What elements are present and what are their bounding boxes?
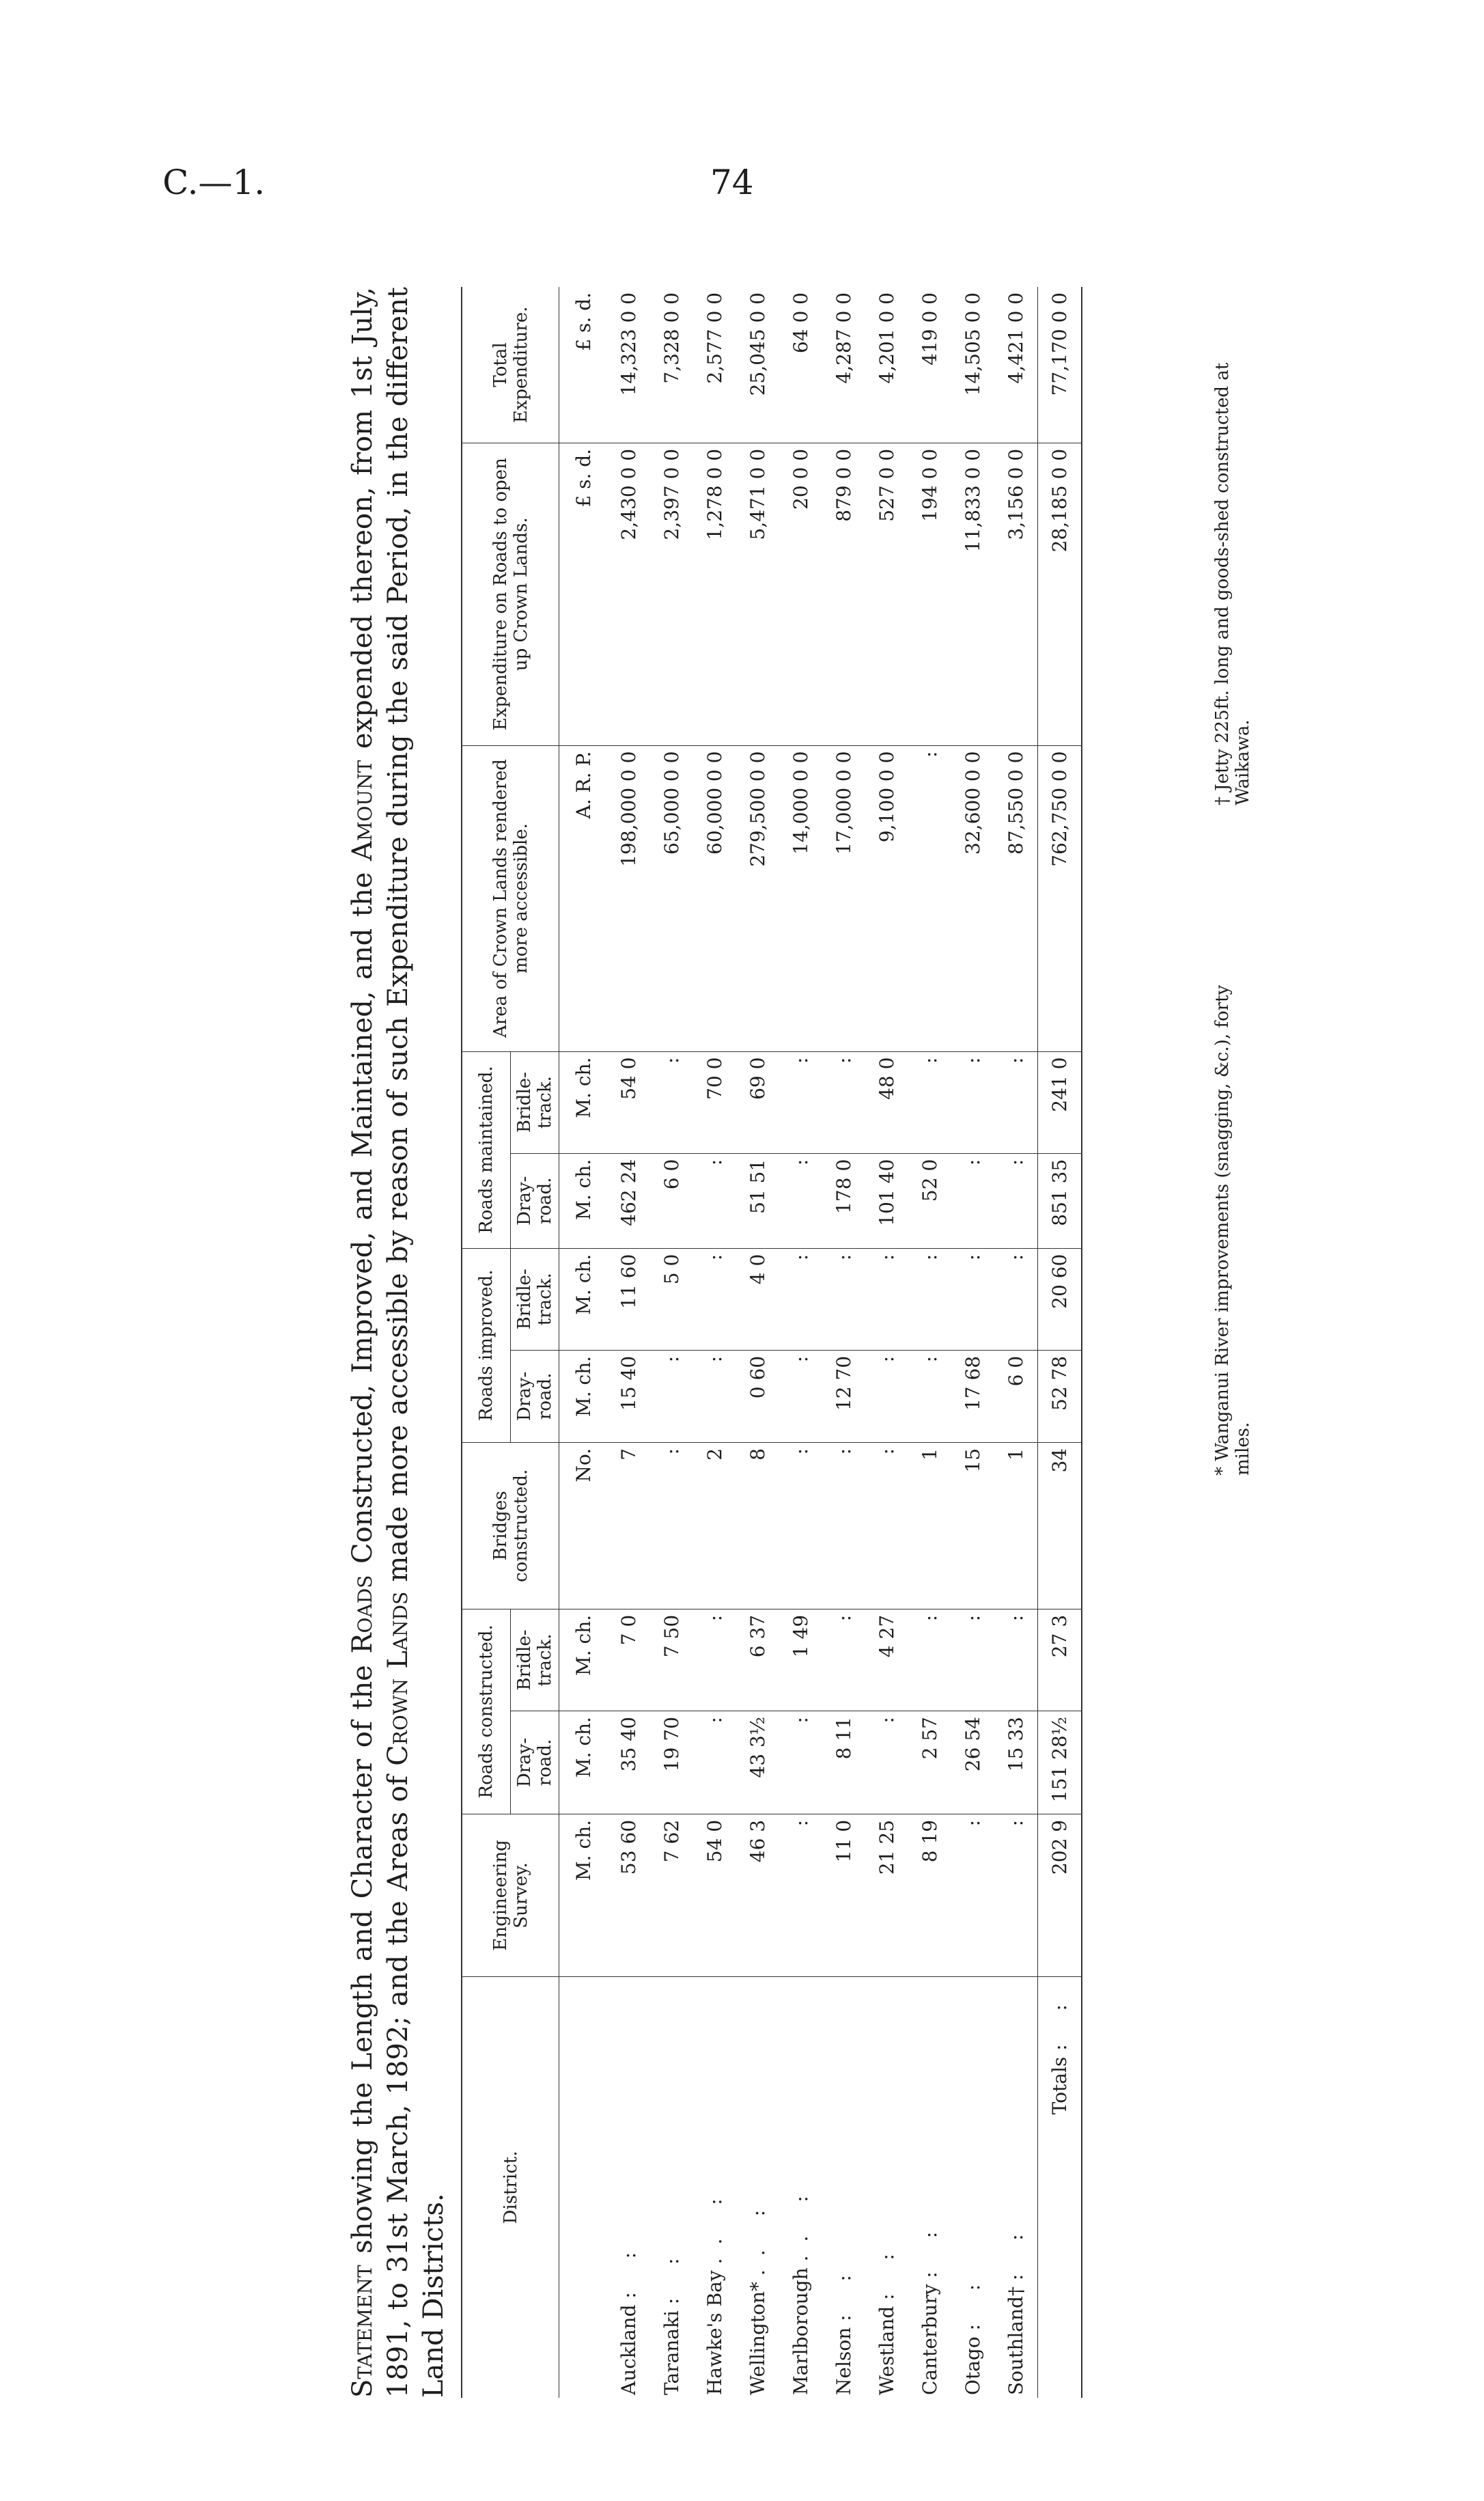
cell-eng: : xyxy=(951,1814,994,1976)
cell-rm-bridle: : xyxy=(994,1051,1038,1153)
cell-rm-bridle: 69 0 xyxy=(736,1051,779,1153)
header-rm-bridle: Bridle-track. xyxy=(511,1051,559,1153)
header-expenditure: Expenditure on Roads to open up Crown Lands. xyxy=(462,443,559,745)
unit-ri-bridle: M. ch. xyxy=(559,1248,608,1350)
cell-rc-bridle: 1 49 xyxy=(779,1609,822,1711)
header-district: District. xyxy=(462,1977,559,2399)
total-bridges: 34 xyxy=(1038,1442,1082,1609)
cell-rc-bridle: : xyxy=(994,1609,1038,1711)
cell-ri-bridle: : xyxy=(693,1248,736,1350)
table-row xyxy=(693,287,736,2398)
cell-ri-bridle: 4 0 xyxy=(736,1248,779,1350)
cell-rc-dray: 35 40 xyxy=(607,1711,650,1814)
header-roads-maintained: Roads maintained. xyxy=(462,1051,511,1248)
cell-eng: 7 62 xyxy=(650,1814,693,1976)
unit-ri-dray: M. ch. xyxy=(559,1350,608,1442)
cell-rc-bridle: : xyxy=(693,1609,736,1711)
table-caption xyxy=(345,287,451,2398)
cell-eng: 46 3 xyxy=(736,1814,779,1976)
total-rc-dray: 151 28½ xyxy=(1038,1711,1082,1814)
cell-total: 4,201 0 0 xyxy=(865,287,908,443)
district-cell: Canterbury : : xyxy=(919,2217,941,2395)
cell-eng: 11 0 xyxy=(822,1814,865,1976)
cell-bridges: 7 xyxy=(607,1442,650,1609)
caption-amount: Amount xyxy=(347,760,378,861)
district-cell: Nelson : : xyxy=(832,2261,855,2395)
cell-rc-bridle: 7 50 xyxy=(650,1609,693,1711)
cell-ri-bridle: 11 60 xyxy=(607,1248,650,1350)
header-rc-dray: Dray-road. xyxy=(511,1711,559,1814)
cell-exp: 11,833 0 0 xyxy=(951,443,994,745)
unit-eng: M. ch. xyxy=(559,1814,608,1976)
caption-part4: made more accessible by reason of such Expenditure during the said Period, in the different Land Districts. xyxy=(382,287,449,2398)
cell-rm-dray: 52 0 xyxy=(908,1153,951,1248)
footnotes xyxy=(1212,287,1253,2398)
cell-area: 32,600 0 0 xyxy=(951,745,994,1051)
unit-total: £ s. d. xyxy=(559,287,608,443)
cell-exp: 194 0 0 xyxy=(908,443,951,745)
footnote-star: * Wanganui River improvements (snagging, &c.), forty miles. xyxy=(1212,984,1253,1476)
cell-ri-bridle: : xyxy=(865,1248,908,1350)
cell-eng: 54 0 xyxy=(693,1814,736,1976)
cell-rm-dray: 101 40 xyxy=(865,1153,908,1248)
cell-bridges: : xyxy=(865,1442,908,1609)
cell-ri-bridle: : xyxy=(994,1248,1038,1350)
cell-area: 65,000 0 0 xyxy=(650,745,693,1051)
cell-ri-dray: : xyxy=(650,1350,693,1442)
table-row xyxy=(779,287,822,2398)
cell-rc-dray: 19 70 xyxy=(650,1711,693,1814)
cell-rc-bridle: 4 27 xyxy=(865,1609,908,1711)
cell-rm-dray: : xyxy=(994,1153,1038,1248)
cell-rc-dray: : xyxy=(779,1711,822,1814)
cell-ri-dray: 15 40 xyxy=(607,1350,650,1442)
cell-rm-dray: 51 51 xyxy=(736,1153,779,1248)
cell-rm-bridle: : xyxy=(951,1051,994,1153)
cell-rm-bridle: 70 0 xyxy=(693,1051,736,1153)
cell-eng: 8 19 xyxy=(908,1814,951,1976)
footnote-dagger: † Jetty 225ft. long and goods-shed constructed at Waikawa. xyxy=(1212,362,1253,805)
header-roads-constructed: Roads constructed. xyxy=(462,1609,511,1814)
total-total: 77,170 0 0 xyxy=(1038,287,1082,443)
cell-bridges: 8 xyxy=(736,1442,779,1609)
cell-rm-dray: 462 24 xyxy=(607,1153,650,1248)
table-row xyxy=(650,287,693,2398)
page-ref: C.—1. xyxy=(163,163,266,202)
caption-part1: showing the Length and Character of the xyxy=(347,1653,378,2265)
cell-exp: 5,471 0 0 xyxy=(736,443,779,745)
cell-rm-dray: 178 0 xyxy=(822,1153,865,1248)
unit-rc-dray: M. ch. xyxy=(559,1711,608,1814)
caption-lead: Statement xyxy=(347,2265,378,2398)
cell-rc-bridle: : xyxy=(951,1609,994,1711)
table-row xyxy=(951,287,994,2398)
cell-ri-bridle: 5 0 xyxy=(650,1248,693,1350)
header-roads-improved: Roads improved. xyxy=(462,1248,511,1442)
total-rm-bridle: 241 0 xyxy=(1038,1051,1082,1153)
cell-exp: 2,397 0 0 xyxy=(650,443,693,745)
cell-total: 64 0 0 xyxy=(779,287,822,443)
cell-bridges: 1 xyxy=(908,1442,951,1609)
cell-rm-bridle: : xyxy=(650,1051,693,1153)
cell-rc-dray: 15 33 xyxy=(994,1711,1038,1814)
cell-total: 419 0 0 xyxy=(908,287,951,443)
cell-ri-dray: 17 68 xyxy=(951,1350,994,1442)
cell-rc-dray: 26 54 xyxy=(951,1711,994,1814)
district-cell: Marlborough .. : xyxy=(789,2182,812,2395)
total-ri-bridle: 20 60 xyxy=(1038,1248,1082,1350)
cell-eng: : xyxy=(779,1814,822,1976)
cell-bridges: 15 xyxy=(951,1442,994,1609)
district-cell: Taranaki : : xyxy=(660,2244,683,2395)
district-cell: Otago : : xyxy=(962,2270,984,2395)
cell-ri-dray: 6 0 xyxy=(994,1350,1038,1442)
cell-area: 9,100 0 0 xyxy=(865,745,908,1051)
district-cell: Wellington* .. : xyxy=(746,2196,769,2395)
cell-rc-dray: : xyxy=(693,1711,736,1814)
table-row xyxy=(994,287,1038,2398)
cell-area: 14,000 0 0 xyxy=(779,745,822,1051)
cell-rc-dray: 8 11 xyxy=(822,1711,865,1814)
district-cell: Hawke's Bay .. : xyxy=(703,2185,726,2395)
cell-ri-dray: : xyxy=(908,1350,951,1442)
cell-total: 14,505 0 0 xyxy=(951,287,994,443)
cell-total: 25,045 0 0 xyxy=(736,287,779,443)
cell-ri-bridle: : xyxy=(779,1248,822,1350)
cell-rm-dray: : xyxy=(779,1153,822,1248)
cell-area: 87,550 0 0 xyxy=(994,745,1038,1051)
cell-eng: 53 60 xyxy=(607,1814,650,1976)
cell-ri-bridle: : xyxy=(951,1248,994,1350)
caption-part2: Constructed, Improved, and Maintained, and the xyxy=(347,861,378,1575)
cell-ri-dray: : xyxy=(779,1350,822,1442)
cell-rm-dray: 6 0 xyxy=(650,1153,693,1248)
total-area: 762,750 0 0 xyxy=(1038,745,1082,1051)
header-rm-dray: Dray-road. xyxy=(511,1153,559,1248)
cell-eng: 21 25 xyxy=(865,1814,908,1976)
cell-exp: 2,430 0 0 xyxy=(607,443,650,745)
cell-ri-dray: 12 70 xyxy=(822,1350,865,1442)
header-bridges: Bridges constructed. xyxy=(462,1442,559,1609)
totals-row xyxy=(1038,287,1082,2398)
cell-rm-bridle: 48 0 xyxy=(865,1051,908,1153)
cell-exp: 527 0 0 xyxy=(865,443,908,745)
total-rc-bridle: 27 3 xyxy=(1038,1609,1082,1711)
cell-rm-dray: : xyxy=(951,1153,994,1248)
cell-rc-dray: : xyxy=(865,1711,908,1814)
cell-bridges: 1 xyxy=(994,1442,1038,1609)
cell-eng: : xyxy=(994,1814,1038,1976)
cell-ri-dray: : xyxy=(865,1350,908,1442)
total-rm-dray: 851 35 xyxy=(1038,1153,1082,1248)
cell-rm-bridle: : xyxy=(822,1051,865,1153)
unit-bridges: No. xyxy=(559,1442,608,1609)
cell-area: 279,500 0 0 xyxy=(736,745,779,1051)
header-area: Area of Crown Lands rendered more accessible. xyxy=(462,745,559,1051)
header-engineering-survey: Engineering Survey. xyxy=(462,1814,559,1976)
cell-bridges: 2 xyxy=(693,1442,736,1609)
cell-exp: 1,278 0 0 xyxy=(693,443,736,745)
cell-exp: 3,156 0 0 xyxy=(994,443,1038,745)
cell-rm-dray: : xyxy=(693,1153,736,1248)
totals-label-cell: Totals : : xyxy=(1038,1977,1082,2399)
table-row xyxy=(865,287,908,2398)
cell-area: 60,000 0 0 xyxy=(693,745,736,1051)
table-row xyxy=(908,287,951,2398)
rotated-table-region xyxy=(345,287,1410,2398)
cell-rc-dray: 43 3½ xyxy=(736,1711,779,1814)
cell-rc-dray: 2 57 xyxy=(908,1711,951,1814)
cell-area: : xyxy=(908,745,951,1051)
cell-total: 4,287 0 0 xyxy=(822,287,865,443)
header-ri-bridle: Bridle-track. xyxy=(511,1248,559,1350)
header-total: Total Expenditure. xyxy=(462,287,559,443)
header-rc-bridle: Bridle-track. xyxy=(511,1609,559,1711)
total-eng: 202 9 xyxy=(1038,1814,1082,1976)
cell-rm-bridle: : xyxy=(779,1051,822,1153)
cell-exp: 20 0 0 xyxy=(779,443,822,745)
unit-rm-bridle: M. ch. xyxy=(559,1051,608,1153)
caption-roads: Roads xyxy=(347,1575,378,1654)
district-cell: Westland : : xyxy=(876,2240,898,2395)
cell-exp: 879 0 0 xyxy=(822,443,865,745)
cell-rc-bridle: 6 37 xyxy=(736,1609,779,1711)
cell-rc-bridle: : xyxy=(822,1609,865,1711)
cell-ri-bridle: : xyxy=(908,1248,951,1350)
cell-rc-bridle: : xyxy=(908,1609,951,1711)
cell-area: 17,000 0 0 xyxy=(822,745,865,1051)
cell-bridges: : xyxy=(779,1442,822,1609)
cell-rm-bridle: : xyxy=(908,1051,951,1153)
total-ri-dray: 52 78 xyxy=(1038,1350,1082,1442)
cell-rc-bridle: 7 0 xyxy=(607,1609,650,1711)
table-row xyxy=(736,287,779,2398)
cell-total: 14,323 0 0 xyxy=(607,287,650,443)
statement-table xyxy=(461,287,1082,2398)
cell-total: 7,328 0 0 xyxy=(650,287,693,443)
table-row xyxy=(822,287,865,2398)
header-ri-dray: Dray-road. xyxy=(511,1350,559,1442)
cell-bridges: : xyxy=(650,1442,693,1609)
unit-area: A. R. P. xyxy=(559,745,608,1051)
cell-ri-dray: : xyxy=(693,1350,736,1442)
units-row xyxy=(559,287,608,2398)
cell-ri-dray: 0 60 xyxy=(736,1350,779,1442)
caption-crown: Crown Lands xyxy=(382,1591,414,1766)
table-row xyxy=(607,287,650,2398)
cell-total: 2,577 0 0 xyxy=(693,287,736,443)
caption-part3: expended thereon, from 1st July, 1891, to 31st March, 1892; and the Areas of xyxy=(347,287,414,2398)
unit-rm-dray: M. ch. xyxy=(559,1153,608,1248)
total-exp: 28,185 0 0 xyxy=(1038,443,1082,745)
unit-rc-bridle: M. ch. xyxy=(559,1609,608,1711)
cell-total: 4,421 0 0 xyxy=(994,287,1038,443)
cell-area: 198,000 0 0 xyxy=(607,745,650,1051)
cell-rm-bridle: 54 0 xyxy=(607,1051,650,1153)
cell-ri-bridle: : xyxy=(822,1248,865,1350)
unit-exp: £ s. d. xyxy=(559,443,608,745)
district-cell: Auckland : : xyxy=(617,2238,640,2395)
page-number: 74 xyxy=(710,163,754,202)
cell-bridges: : xyxy=(822,1442,865,1609)
district-cell: Southland† : : xyxy=(1005,2220,1027,2395)
